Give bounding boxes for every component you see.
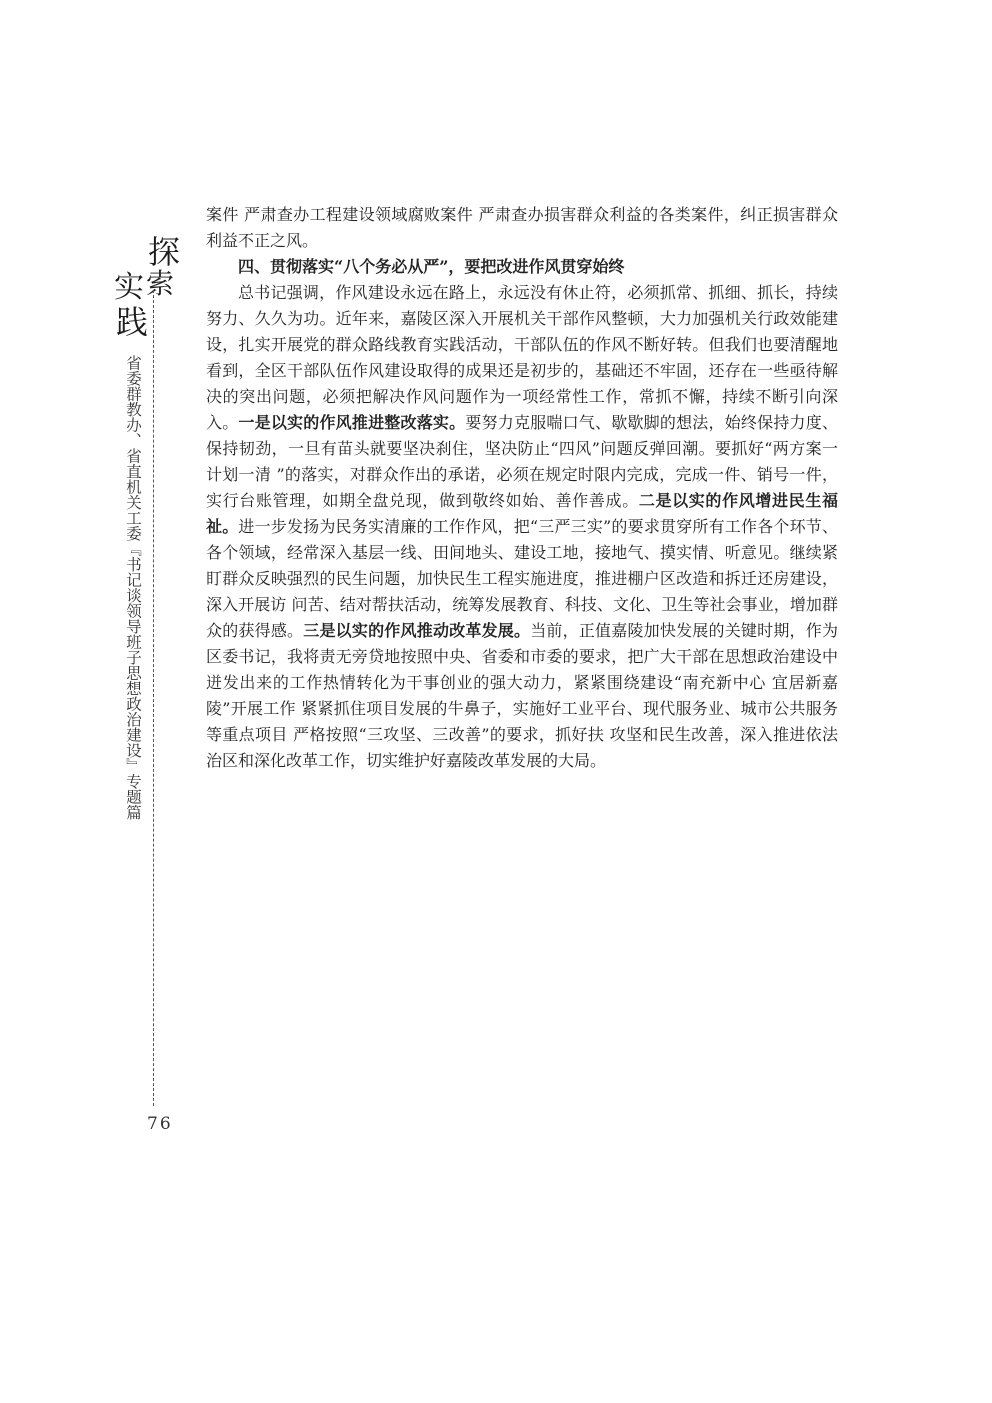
paragraph-text: 总书记强调，作风建设永远在路上，永远没有休止符，必须抓常、抓细、抓长，持续努力、久久为功。近年来，嘉陵区深入开展机关干部作风整顿，大力加强机关行政效能建设，扎实开展党的群众路线教育实践活动，干部队伍的作风不断好转。但我们也要清醒地看到，全区干部队伍作风建设取得的成果还是初步的，基础还不牢固，还存在一些亟待解决的突出问题，必须把解决作风问题作为一项经常性工作，常抓不懈，持续不断引向深入。	[206, 283, 838, 432]
paragraph-text: 进一步发扬为民务实清廉的工作作风，把“三严三实”的要求贯穿所有工作各个环节、各个领域，经常深入基层一线、田间地头、建设工地，接地气、摸实情、听意见。继续紧盯群众反映强烈的民生问题，加快民生工程实施进度，推进棚户区改造和拆迁还房建设，深入开展访 问苦、结对帮扶活动，统筹发展教育、科技、文化、卫生等社会事业，增加群众的获得感。	[206, 517, 838, 640]
series-title: 省委群教办、省直机关工委『书记谈领导班子思想政治建设』专题篇	[124, 355, 142, 820]
logo-char-1: 探	[148, 233, 181, 271]
article-body	[206, 202, 838, 774]
paragraph-main	[206, 280, 838, 774]
logo-char-2: 索	[146, 267, 175, 300]
paragraph-text: 要努力克服喘口气、歇歇脚的想法，始终保持力度、保持韧劲，一旦有苗头就要坚决刹住，坚决防止“四风”问题反弹回潮。要抓好“两方案一计划一清 ”的落实，对群众作出的承诺，必须在规定时限内完成，完成一件、销号一件，实行台账管理，如期全盘兑现，做到敬终如始、善作善成。	[206, 413, 838, 510]
margin-divider	[153, 290, 154, 1106]
page-number: 76	[147, 1114, 173, 1134]
margin-logo	[112, 233, 182, 346]
paragraph-text: 当前，正值嘉陵加快发展的关键时期，作为区委书记，我将责无旁贷地按照中央、省委和市委的要求，把广大干部在思想政治建设中迸发出来的工作热情转化为干事创业的强大动力，紧紧围绕建设“南充新中心 宜居新嘉陵”开展工作 紧紧抓住项目发展的牛鼻子，实施好工业平台、现代服务业、城市公共服务等重点项目 严格按照“三攻坚、三改善”的要求，抓好扶 攻坚和民生改善，深入推进依法治区和深化改革工作，切实维护好嘉陵改革发展的大局。	[206, 621, 838, 770]
logo-char-3: 实	[114, 270, 144, 305]
section-heading: 四、贯彻落实“八个务必从严”，要把改进作风贯穿始终	[238, 257, 625, 276]
bold-point-3: 三是以实的作风推动改革发展。	[303, 621, 531, 640]
bold-point-2: 二是以实的作风增进民生福祉。	[206, 491, 838, 536]
paragraph-continued: 案件 严肃查办工程建设领域腐败案件 严肃查办损害群众利益的各类案件，纠正损害群众利益不正之风。	[206, 205, 838, 250]
bold-point-1: 一是以实的作风推进整改落实。	[238, 413, 466, 432]
logo-char-4: 践	[116, 303, 149, 341]
